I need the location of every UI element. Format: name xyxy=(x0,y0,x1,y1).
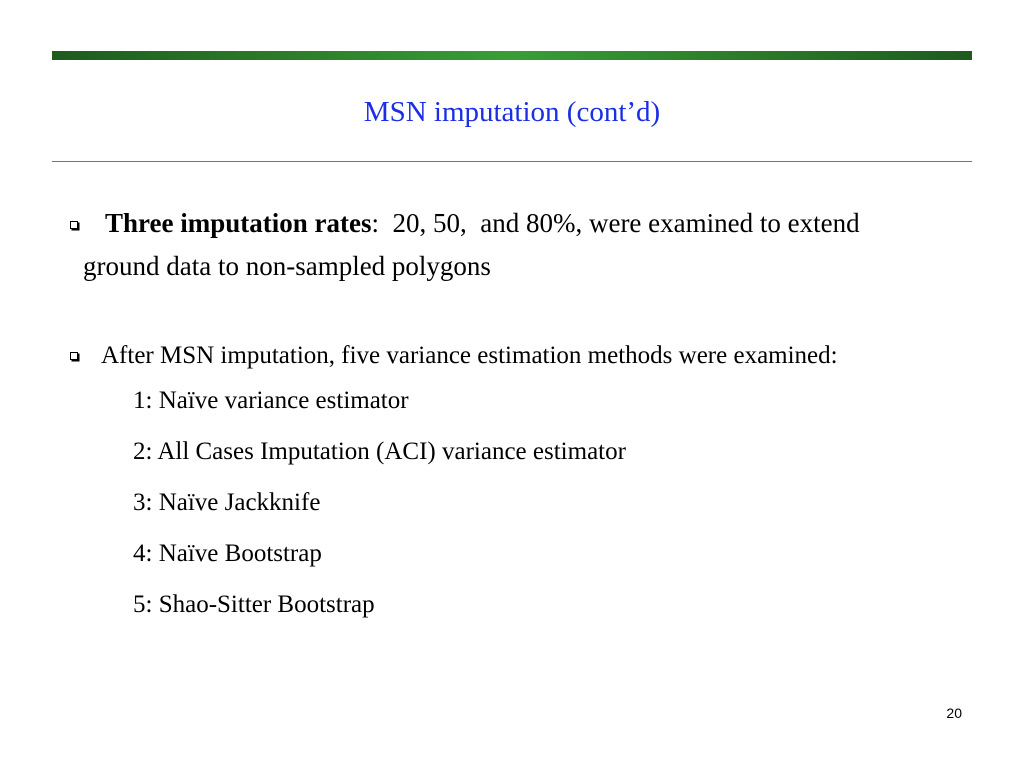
method-list-item: 2: All Cases Imputation (ACI) variance estimator xyxy=(133,438,626,465)
method-list-item: 3: Naïve Jackknife xyxy=(133,489,321,516)
method-list-item: 4: Naïve Bootstrap xyxy=(133,540,322,567)
bullet-continuation-text: ground data to non-sampled polygons xyxy=(83,251,491,281)
bullet-bold-label: Three imputation rates xyxy=(105,208,372,238)
method-list-item: 1: Naïve variance estimator xyxy=(133,387,409,414)
square-bullet-icon xyxy=(70,352,78,360)
header-accent-bar xyxy=(52,51,972,60)
method-list-item: 5: Shao-Sitter Bootstrap xyxy=(133,591,375,618)
bullet-variance-methods-text: After MSN imputation, five variance estimation methods were examined: xyxy=(101,342,838,369)
slide-title: MSN imputation (cont’d) xyxy=(363,96,661,128)
bullet-imputation-rates-text xyxy=(105,205,860,241)
bullet-text: : 20, 50, and 80%, were examined to extend xyxy=(371,208,860,238)
square-bullet-icon xyxy=(70,221,78,229)
page-number: 20 xyxy=(946,705,962,721)
title-divider xyxy=(52,161,972,162)
